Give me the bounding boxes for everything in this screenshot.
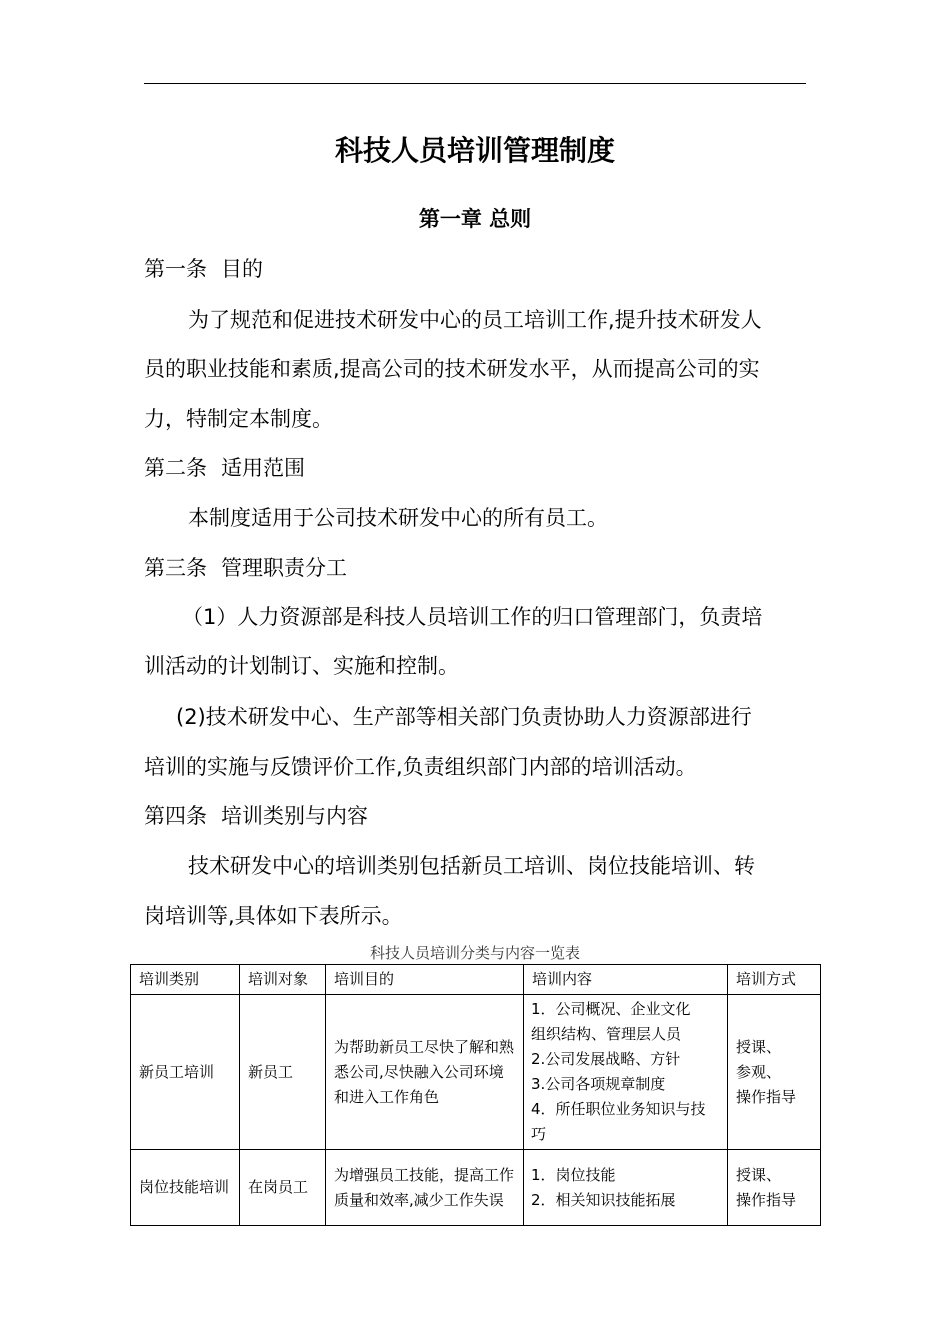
content-line: 组织结构、管理层人员 [531, 1025, 682, 1043]
category-cell: 新员工培训 [131, 995, 240, 1150]
category-cell: 岗位技能培训 [131, 1150, 240, 1226]
paragraph-line: 训活动的计划制订、实施和控制。 [144, 654, 459, 678]
paragraph-line: 培训的实施与反馈评价工作,负责组织部门内部的培训活动。 [144, 755, 697, 779]
content-cell [524, 1150, 728, 1226]
method-line: 操作指导 [736, 1087, 797, 1106]
article-1-heading [144, 244, 806, 294]
column-header: 培训内容 [524, 965, 728, 995]
content-line: 4．所任职位业务知识与技巧 [531, 1100, 706, 1143]
table-row [131, 995, 821, 1150]
content-line: 3.公司各项规章制度 [531, 1075, 666, 1093]
column-header: 培训方式 [728, 965, 821, 995]
paragraph-line: 岗培训等,具体如下表所示。 [144, 904, 403, 928]
method-line: 授课、 [736, 1165, 782, 1184]
paragraph-line: （1）人力资源部是科技人员培训工作的归口管理部门，负责培 [182, 605, 763, 629]
paragraph-line: 为了规范和促进技术研发中心的员工培训工作,提升技术研发人 [188, 308, 762, 332]
article-name: 培训类别与内容 [221, 804, 368, 828]
purpose-cell: 为增强员工技能，提高工作质量和效率,减少工作失误 [326, 1150, 524, 1226]
article-name: 目的 [221, 257, 263, 281]
content-line: 2.公司发展战略、方针 [531, 1050, 681, 1068]
table-caption: 科技人员培训分类与内容一览表 [369, 944, 580, 962]
article-number: 第四条 [144, 804, 207, 828]
paragraph-line: 技术研发中心的培训类别包括新员工培训、岗位技能培训、转 [188, 854, 755, 878]
article-name: 适用范围 [221, 456, 305, 480]
paragraph-line: (2)技术研发中心、生产部等相关部门负责协助人力资源部进行 [176, 705, 752, 729]
target-cell: 在岗员工 [240, 1150, 326, 1226]
method-cell [728, 995, 821, 1150]
column-header: 培训目的 [326, 965, 524, 995]
chapter-heading: 第一章 总则 [418, 207, 532, 231]
column-header: 培训对象 [240, 965, 326, 995]
paragraph-line: 员的职业技能和素质,提高公司的技术研发水平，从而提高公司的实 [144, 357, 760, 381]
target-cell: 新员工 [240, 995, 326, 1150]
method-line: 操作指导 [736, 1190, 797, 1209]
purpose-cell: 为帮助新员工尽快了解和熟悉公司,尽快融入公司环境和进入工作角色 [326, 995, 524, 1150]
article-2-heading [144, 443, 806, 493]
document-title: 科技人员培训管理制度 [334, 134, 615, 167]
article-number: 第一条 [144, 257, 207, 281]
method-line: 授课、 [736, 1037, 782, 1056]
paragraph-line: 本制度适用于公司技术研发中心的所有员工。 [188, 506, 608, 530]
content-cell [524, 995, 728, 1150]
article-number: 第二条 [144, 456, 207, 480]
column-header: 培训类别 [131, 965, 240, 995]
content-line: 2．相关知识技能拓展 [531, 1190, 676, 1209]
method-cell [728, 1150, 821, 1226]
table-header-row [131, 965, 821, 995]
article-number: 第三条 [144, 556, 207, 580]
content-line: 1．公司概况、企业文化 [531, 1000, 691, 1018]
article-name: 管理职责分工 [221, 556, 347, 580]
header-rule [144, 83, 806, 84]
content-line: 1．岗位技能 [531, 1165, 616, 1184]
method-line: 参观、 [736, 1062, 782, 1081]
article-4-heading [144, 791, 806, 841]
article-3-heading [144, 543, 806, 593]
table-row [131, 1150, 821, 1226]
training-table [130, 964, 821, 1226]
paragraph-line: 力，特制定本制度。 [144, 407, 333, 431]
